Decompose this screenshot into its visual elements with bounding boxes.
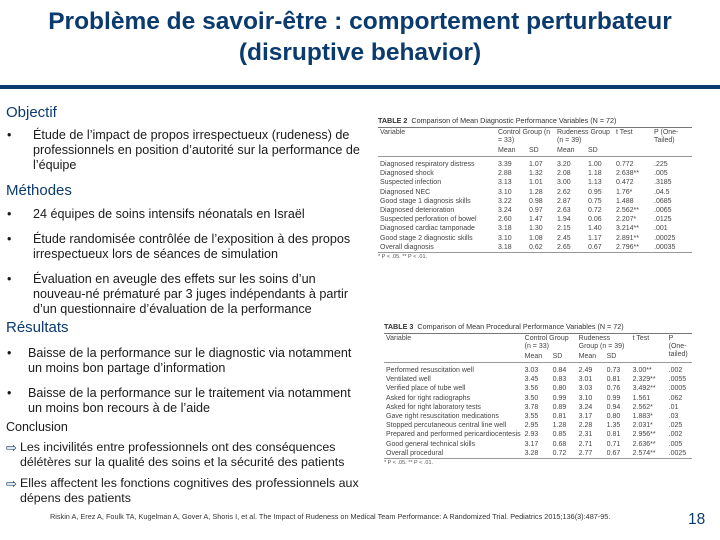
table-cell-variable: Suspected perforation of bowel (380, 216, 477, 224)
table-cell-value: .002 (668, 431, 683, 439)
table-row (378, 234, 692, 243)
table-cell-variable: Suspected infection (380, 179, 442, 187)
table-cell-value: 1.28 (529, 188, 543, 196)
table-cell-value: 3.17 (578, 413, 593, 421)
slide-title-line-2: (disruptive behavior) (238, 39, 482, 66)
column-header-control: Control Group (n = 33) (524, 335, 569, 350)
table-cell-value: 0.62 (529, 243, 543, 251)
list-item (6, 232, 366, 262)
table-cell-variable: Asked for right radiographs (386, 394, 471, 402)
table-cell-value: 0.67 (606, 449, 621, 457)
table-cell-value: 3.39 (498, 161, 512, 168)
table-cell-value: 2.891** (616, 234, 639, 242)
table-cell-value: .00035 (654, 243, 676, 251)
table-footnote: * P < .05. ** P < .01. (378, 254, 428, 261)
list-item (6, 128, 366, 173)
table-cell-value: 0.80 (606, 413, 621, 421)
table-cell-value: 3.17 (524, 440, 539, 448)
table-cell-value: 0.06 (588, 216, 602, 224)
bullet-icon: • (7, 386, 12, 400)
table-cell-value: 1.08 (529, 234, 543, 242)
table-cell-value: 2.15 (557, 225, 571, 233)
table-cell-value: 1.32 (529, 170, 543, 178)
table-cell-value: .0685 (654, 197, 672, 205)
table-cell-value: 2.88 (498, 170, 512, 178)
table-cell-value: 3.50 (524, 394, 539, 402)
table-cell-value: 2.207* (616, 216, 637, 224)
table-cell-value: 1.488 (616, 197, 634, 205)
table-cell-value: .03 (668, 413, 679, 421)
table-cell-value: 3.56 (524, 385, 539, 393)
section-heading-conclusion: Conclusion (6, 420, 68, 434)
table-cell-value: 1.18 (588, 170, 602, 178)
table-cell-value: 0.84 (552, 367, 567, 374)
column-header-rudeness: Rudeness Group (n = 39) (557, 129, 610, 144)
table-title: Comparison of Mean Procedural Performance Variables (N = 72) (417, 322, 624, 331)
table-cell-value: 1.00 (588, 161, 602, 168)
table-cell-value: 2.574** (632, 449, 656, 457)
table-cell-value: .00025 (654, 234, 676, 242)
table-cell-variable: Prepared and performed pericardiocentesis (386, 431, 521, 439)
table-cell-value: 2.49 (578, 367, 593, 374)
table-row (378, 169, 692, 178)
table-footnote: * P < .05. ** P < .01. (384, 460, 434, 467)
citation-reference: Riskin A, Erez A, Foulk TA, Kugelman A, Gover A, Shoris I, et al. The Impact of Rudeness on Medical Team Performance: A Randomized Trial. Pediatrics 2015;136(3):487-95. (50, 512, 611, 521)
list-item (6, 386, 366, 416)
table-cell-value: .0125 (654, 216, 672, 224)
section-heading-objectif: Objectif (6, 104, 57, 121)
column-header-mean: Mean (524, 353, 543, 360)
table-caption (378, 116, 692, 128)
table-cell-value: 2.956** (632, 431, 656, 439)
table-cell-value: .002 (668, 367, 683, 374)
table-cell-value: 0.80 (552, 385, 567, 393)
table-cell-variable: Diagnosed respiratory distress (380, 161, 475, 168)
table-cell-value: 3.28 (524, 449, 539, 457)
table-cell-value: 3.01 (578, 376, 593, 384)
table-row (378, 157, 692, 170)
list-item (6, 476, 366, 506)
table-row (384, 384, 692, 393)
table-row (384, 421, 692, 430)
table-cell-value: 3.10 (498, 234, 512, 242)
column-header-p: P (One-tailed) (668, 335, 688, 358)
table-row (384, 440, 692, 449)
table-cell-value: 1.28 (552, 422, 567, 430)
column-header-sd: SD (606, 353, 617, 360)
objectif-list (6, 128, 366, 182)
list-item-text: Elles affectent les fonctions cognitives des professionnels aux dépens des patients (20, 476, 359, 505)
list-item (6, 207, 366, 222)
section-heading-methodes: Méthodes (6, 182, 72, 199)
table-cell-value: 3.03 (578, 385, 593, 393)
list-item-text: 24 équipes de soins intensifs néonatals en Israël (33, 207, 305, 221)
column-header-sd: SD (529, 147, 539, 154)
column-header-variable: Variable (380, 129, 406, 136)
bullet-icon: • (7, 232, 12, 246)
table-cell-value: 0.95 (588, 188, 602, 196)
table-cell-value: 3.24 (498, 207, 512, 215)
table-cell-value: 2.65 (557, 243, 571, 251)
table-cell-value: 2.95 (524, 422, 539, 430)
arrow-right-icon: ⇨ (6, 476, 17, 491)
table-cell-value: 1.883* (632, 413, 653, 421)
table-cell-value: 0.72 (588, 207, 602, 215)
table-cell-value: .005 (668, 440, 683, 448)
table-cell-variable: Overall procedural (386, 449, 444, 457)
table-cell-value: 2.28 (578, 422, 593, 430)
table-cell-variable: Verified place of tube well (386, 385, 466, 393)
table-cell-value: 2.031* (632, 422, 653, 430)
table-row (384, 412, 692, 421)
table-cell-value: .01 (668, 403, 679, 411)
table-cell-value: 1.47 (529, 216, 543, 224)
table-cell-variable: Good general technical skills (386, 440, 476, 448)
table-row (378, 243, 692, 253)
table-row (384, 375, 692, 384)
table-label: TABLE 3 (384, 322, 414, 331)
column-header-t-test: t Test (632, 335, 650, 342)
table-cell-value: 3.03 (524, 367, 539, 374)
table-cell-value: 2.08 (557, 170, 571, 178)
table-cell-value: .062 (668, 394, 683, 402)
table-cell-value: 0.83 (552, 376, 567, 384)
table-cell-value: 2.93 (524, 431, 539, 439)
table-cell-value: 0.67 (588, 243, 602, 251)
table-cell-value: 2.71 (578, 440, 593, 448)
section-heading-resultats: Résultats (6, 319, 69, 336)
conclusion-list (6, 440, 366, 512)
table-cell-variable: Diagnosed shock (380, 170, 434, 178)
table-cell-value: 3.24 (578, 403, 593, 411)
table-row (384, 449, 692, 459)
table-row (378, 206, 692, 215)
table-cell-value: 1.561 (632, 394, 651, 402)
table-label: TABLE 2 (378, 116, 408, 125)
table-cell-value: 1.94 (557, 216, 571, 224)
table-cell-value: 0.75 (588, 197, 602, 205)
table-cell-variable: Diagnosed cardiac tamponade (380, 225, 475, 233)
table-cell-variable: Diagnosed NEC (380, 188, 431, 196)
table-cell-value: 2.796** (616, 243, 639, 251)
column-header-t-test: t Test (616, 129, 633, 136)
table-cell-value: 0.76 (606, 385, 621, 393)
table-cell-value: 0.472 (616, 179, 634, 187)
table-cell-value: 1.40 (588, 225, 602, 233)
list-item (6, 440, 366, 470)
table-cell-value: .025 (668, 422, 683, 430)
table-cell-value: 2.60 (498, 216, 512, 224)
table-cell-variable: Overall diagnosis (380, 243, 434, 251)
table-cell-value: 0.98 (529, 197, 543, 205)
table-cell-value: 2.31 (578, 431, 593, 439)
table-cell-value: 2.638** (616, 170, 639, 178)
table-cell-value: .001 (654, 225, 668, 233)
table-cell-variable: Gave right resuscitation medications (386, 413, 499, 421)
table-cell-value: .0025 (668, 449, 687, 457)
slide-title-line-1: Problème de savoir-être : comportement perturbateur (48, 8, 672, 35)
table-cell-value: 3.18 (498, 225, 512, 233)
table-cell-value: 3.00 (557, 179, 571, 187)
table-cell-variable: Asked for right laboratory tests (386, 403, 481, 411)
list-item-text: Étude randomisée contrôlée de l’exposition à des propos irrespectueux lors de séances de simulation (33, 232, 351, 261)
table-cell-value: .0005 (668, 385, 687, 393)
table-cell-variable: Ventilated well (386, 376, 431, 384)
list-item-text: Étude de l’impact de propos irrespectueux (rudeness) de professionnels en position d’autorité sur la performance de l’équipe (33, 128, 360, 172)
table-cell-value: 0.772 (616, 161, 634, 168)
column-header-variable: Variable (386, 335, 412, 342)
list-item (6, 272, 366, 317)
column-header-p: P (One-Tailed) (654, 129, 679, 144)
table-cell-value: 1.13 (588, 179, 602, 187)
column-header-rudeness: Rudeness Group (n = 39) (578, 335, 625, 350)
table-row (384, 394, 692, 403)
table-row (378, 197, 692, 206)
table-cell-value: 2.87 (557, 197, 571, 205)
table-cell-value: 1.17 (588, 234, 602, 242)
table-cell-value: 0.81 (606, 376, 621, 384)
list-item-text: Baisse de la performance sur le diagnostic via notamment un moins bon partage d’information (28, 346, 352, 375)
table-cell-value: .0055 (668, 376, 687, 384)
table-cell-value: .0065 (654, 207, 672, 215)
table-cell-value: 0.73 (606, 367, 621, 374)
column-header-mean: Mean (498, 147, 516, 154)
table-cell-value: 0.94 (606, 403, 621, 411)
table-cell-value: 0.97 (529, 207, 543, 215)
table-cell-value: 3.45 (524, 376, 539, 384)
table-cell-value: 1.35 (606, 422, 621, 430)
table-cell-value: 3.13 (498, 179, 512, 187)
table-cell-value: 0.81 (606, 431, 621, 439)
data-table (378, 128, 692, 253)
table-cell-value: 2.562* (632, 403, 653, 411)
table-cell-value: 3.78 (524, 403, 539, 411)
table-cell-value: 2.63 (557, 207, 571, 215)
list-item-text: Évaluation en aveugle des effets sur les soins d’un nouveau-né prématuré par 3 juges indépendants à partir d’un questionnaire d’évaluation de la performance (33, 272, 349, 316)
table-cell-value: 3.22 (498, 197, 512, 205)
table-cell-value: 3.00** (632, 367, 652, 374)
list-item (6, 346, 366, 376)
column-header-mean: Mean (578, 353, 597, 360)
table-cell-value: 1.30 (529, 225, 543, 233)
table-cell-value: 0.99 (552, 394, 567, 402)
table-cell-variable: Diagnosed deterioration (380, 207, 455, 215)
table-cell-value: 1.07 (529, 161, 543, 168)
table-cell-value: .3185 (654, 179, 672, 187)
arrow-right-icon: ⇨ (6, 440, 17, 455)
table-caption (384, 322, 692, 334)
table-row (378, 188, 692, 197)
methodes-list (6, 207, 366, 327)
table-2-diagnostic-performance (378, 116, 692, 260)
table-cell-value: 0.72 (552, 449, 567, 457)
table-cell-value: 2.77 (578, 449, 593, 457)
bullet-icon: • (7, 207, 12, 221)
bullet-icon: • (7, 346, 12, 360)
column-header-sd: SD (588, 147, 598, 154)
table-cell-value: 0.89 (552, 403, 567, 411)
table-cell-value: 3.10 (498, 188, 512, 196)
table-cell-value: 0.71 (606, 440, 621, 448)
table-3-procedural-performance (384, 322, 692, 466)
table-title: Comparison of Mean Diagnostic Performance Variables (N = 72) (411, 116, 617, 125)
table-row (384, 363, 692, 376)
table-cell-value: 0.85 (552, 431, 567, 439)
table-cell-variable: Good stage 1 diagnosis skills (380, 197, 471, 205)
table-row (378, 224, 692, 233)
table-cell-value: .005 (654, 170, 668, 178)
slide-title (0, 6, 720, 68)
column-header-control: Control Group (n = 33) (498, 129, 551, 144)
table-cell-value: 2.45 (557, 234, 571, 242)
table-row (384, 403, 692, 412)
table-cell-value: 0.81 (552, 413, 567, 421)
table-row (378, 178, 692, 187)
list-item-text: Les incivilités entre professionnels ont des conséquences délétères sur la qualité des soins et la sécurité des patients (20, 440, 345, 469)
table-cell-value: .225 (654, 161, 668, 168)
table-cell-value: .04.5 (654, 188, 670, 196)
title-divider (0, 85, 720, 89)
table-row (378, 215, 692, 224)
table-cell-value: 3.10 (578, 394, 593, 402)
bullet-icon: • (7, 272, 12, 286)
table-cell-value: 3.20 (557, 161, 571, 168)
table-cell-value: 2.62 (557, 188, 571, 196)
page-number: 18 (688, 511, 706, 528)
list-item-text: Baisse de la performance sur le traitement via notamment un moins bon recours à de l’aide (28, 386, 351, 415)
table-cell-value: 3.492** (632, 385, 656, 393)
bullet-icon: • (7, 128, 12, 142)
table-cell-value: 0.99 (606, 394, 621, 402)
table-cell-variable: Stopped percutaneous central line well (386, 422, 507, 430)
table-cell-value: 0.68 (552, 440, 567, 448)
table-cell-value: 2.636** (632, 440, 656, 448)
data-table (384, 334, 692, 459)
table-cell-value: 1.76* (616, 188, 633, 196)
table-row (384, 430, 692, 439)
table-cell-value: 3.55 (524, 413, 539, 421)
column-header-mean: Mean (557, 147, 575, 154)
table-cell-value: 1.01 (529, 179, 543, 187)
table-cell-value: 3.214** (616, 225, 639, 233)
table-cell-variable: Performed resuscitation well (386, 367, 474, 374)
resultats-list (6, 346, 366, 426)
table-cell-value: 2.562** (616, 207, 639, 215)
column-header-sd: SD (552, 353, 563, 360)
table-cell-variable: Good stage 2 diagnostic skills (380, 234, 473, 242)
table-cell-value: 2.329** (632, 376, 656, 384)
table-cell-value: 3.18 (498, 243, 512, 251)
